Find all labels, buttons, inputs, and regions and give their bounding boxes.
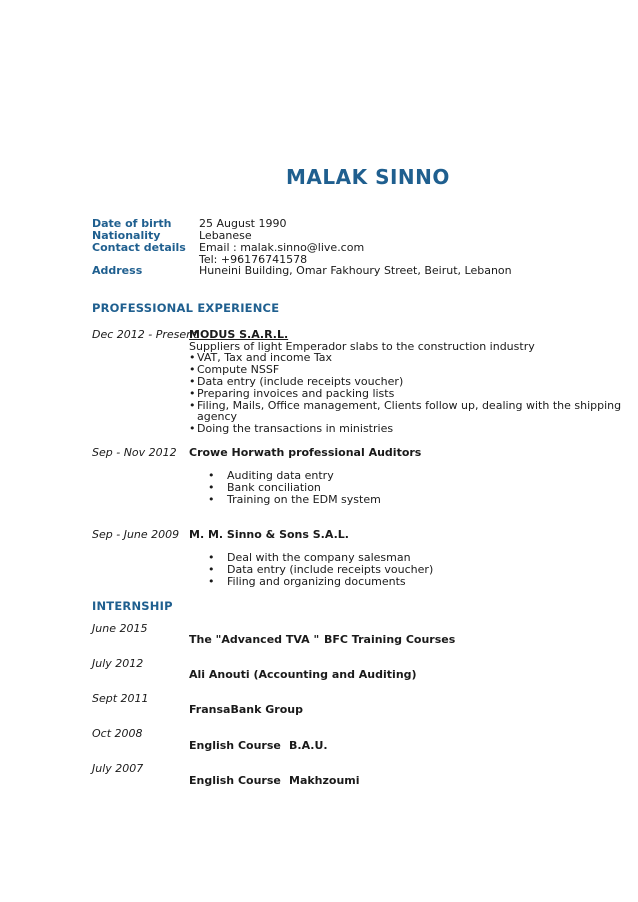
list-item: • Doing the transactions in ministries (189, 422, 394, 435)
candidate-name: MALAK SINNO (286, 165, 450, 189)
list-item: • Filing and organizing documents (208, 575, 406, 588)
experience-heading: PROFESSIONAL EXPERIENCE (92, 301, 280, 315)
internship-heading: INTERNSHIP (92, 599, 173, 613)
internship-title: English Course (189, 739, 281, 752)
list-item: • Preparing invoices and packing lists (189, 387, 395, 400)
list-item: • Bank conciliation (208, 481, 321, 494)
internship-title: Ali Anouti (Accounting and Auditing) (189, 668, 417, 681)
job-company: MODUS S.A.R.L. (189, 328, 289, 341)
internship-date: Sept 2011 (92, 692, 149, 705)
list-item: • Data entry (include receipts voucher) (208, 563, 434, 576)
dob-value: 25 August 1990 (199, 217, 287, 230)
internship-org: BFC Training Courses (324, 633, 456, 646)
job-date: Sep - Nov 2012 (92, 446, 177, 459)
job-date: Dec 2012 - Present (92, 328, 198, 341)
dob-label: Date of birth (92, 217, 172, 230)
tel-value: Tel: +96176741578 (199, 253, 308, 266)
list-item: • Deal with the company salesman (208, 551, 411, 564)
internship-title: The "Advanced TVA " (189, 633, 320, 646)
list-item: • Auditing data entry (208, 469, 334, 482)
address-value: Huneini Building, Omar Fakhoury Street, Beirut, Lebanon (199, 264, 512, 277)
internship-org: B.A.U. (289, 739, 328, 752)
job-date: Sep - June 2009 (92, 528, 180, 541)
list-item: • Compute NSSF (189, 363, 280, 376)
internship-date: June 2015 (92, 622, 148, 635)
list-item: • Data entry (include receipts voucher) (189, 375, 404, 388)
contact-label: Contact details (92, 241, 186, 254)
internship-date: July 2012 (92, 657, 144, 670)
list-item-continuation: agency (197, 410, 238, 423)
job-company: Crowe Horwath professional Auditors (189, 446, 422, 459)
internship-date: Oct 2008 (92, 727, 143, 740)
job-description: Suppliers of light Emperador slabs to the construction industry (189, 340, 535, 353)
internship-title: FransaBank Group (189, 703, 303, 716)
address-label: Address (92, 264, 143, 277)
internship-title: English Course (189, 774, 281, 787)
list-item: • Training on the EDM system (208, 493, 381, 506)
internship-date: July 2007 (92, 762, 144, 775)
list-item: • Filing, Mails, Office management, Clients follow up, dealing with the shipping (189, 399, 622, 412)
internship-org: Makhzoumi (289, 774, 360, 787)
list-item: • VAT, Tax and income Tax (189, 351, 332, 364)
job-company: M. M. Sinno & Sons S.A.L. (189, 528, 349, 541)
nationality-value: Lebanese (199, 229, 252, 242)
nationality-label: Nationality (92, 229, 161, 242)
email-value: Email : malak.sinno@live.com (199, 241, 365, 254)
